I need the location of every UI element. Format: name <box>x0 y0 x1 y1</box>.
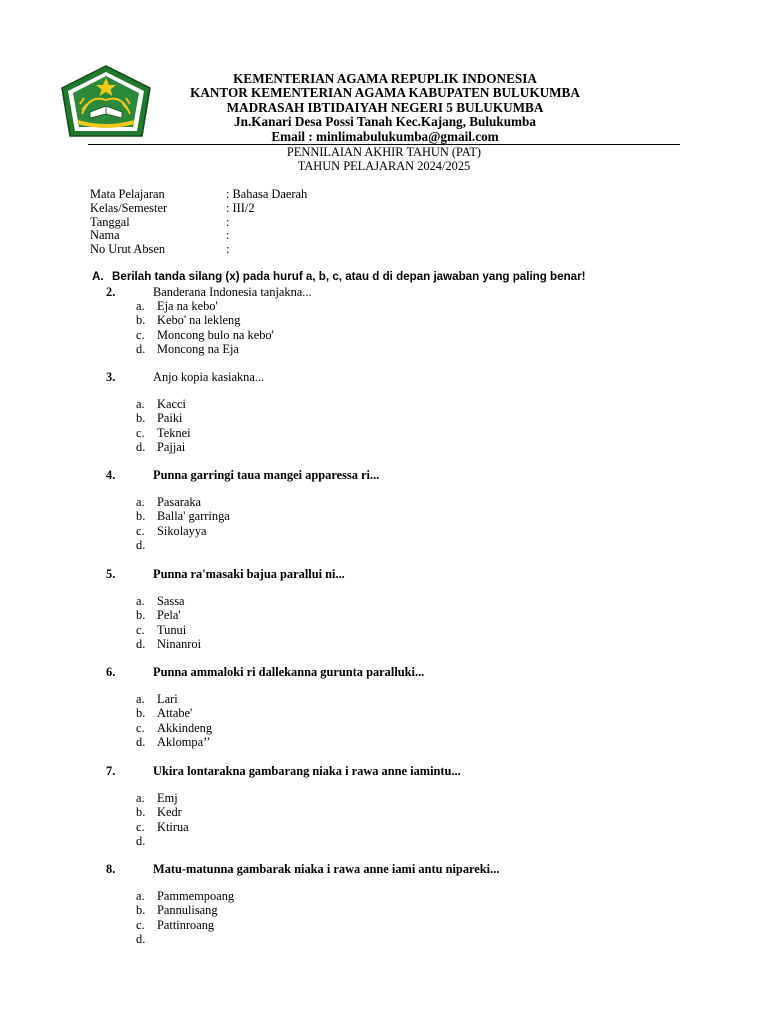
letterhead <box>155 72 615 144</box>
option-text: Pela' <box>157 608 181 623</box>
question-number: 5. <box>106 567 116 581</box>
option-text: Tunui <box>157 622 187 637</box>
question-number: 2. <box>106 285 116 299</box>
option-letter: a. <box>136 692 145 706</box>
info-value: : <box>226 242 230 257</box>
option-text: Kebo' na lekleng <box>157 313 241 328</box>
info-label: No Urut Absen <box>90 242 166 257</box>
question-number: 4. <box>106 468 116 482</box>
option-text: Pammempoang <box>157 889 235 903</box>
option-letter: b. <box>136 903 146 918</box>
option-text: Ktirua <box>157 819 189 834</box>
option-text: Teknei <box>157 425 191 440</box>
option-letter: b. <box>136 411 146 426</box>
section-label: A. <box>92 270 104 283</box>
option-text: Balla' garringa <box>157 509 230 524</box>
option-letter: d. <box>136 637 146 652</box>
answer-option[interactable] <box>0 932 768 946</box>
info-label: Mata Pelajaran <box>90 187 165 201</box>
answer-option[interactable] <box>0 820 768 834</box>
answer-option[interactable] <box>0 918 768 932</box>
option-letter: a. <box>136 397 145 411</box>
answer-option[interactable] <box>0 440 768 454</box>
answer-option[interactable] <box>0 299 768 313</box>
info-label: Tanggal <box>90 214 130 229</box>
answer-option[interactable] <box>0 495 768 509</box>
option-letter: a. <box>136 299 145 313</box>
option-text: Pajjai <box>157 440 186 455</box>
answer-option[interactable] <box>0 834 768 848</box>
option-text: Pannulisang <box>157 903 218 918</box>
option-letter: c. <box>136 622 145 637</box>
answer-option[interactable] <box>0 426 768 440</box>
exam-heading <box>88 145 680 173</box>
option-text: Sikolayya <box>157 523 207 538</box>
option-text: Pattinroang <box>157 917 215 932</box>
option-text: Kacci <box>157 397 186 411</box>
answer-option[interactable] <box>0 623 768 637</box>
kemenag-logo-icon <box>60 64 152 138</box>
answer-option[interactable] <box>0 411 768 425</box>
info-value: : <box>226 214 230 229</box>
option-text: Ninanroi <box>157 637 202 652</box>
answer-option[interactable] <box>0 397 768 411</box>
option-letter: a. <box>136 495 145 509</box>
school-name: MADRASAH IBTIDAIYAH NEGERI 5 BULUKUMBA <box>226 99 544 115</box>
question-text: Punna garringi taua mangei apparessa ri... <box>153 468 380 482</box>
answer-option[interactable] <box>0 735 768 749</box>
answer-option[interactable] <box>0 637 768 651</box>
option-text: Eja na kebo' <box>157 299 218 313</box>
answer-option[interactable] <box>0 594 768 608</box>
answer-option[interactable] <box>0 721 768 735</box>
option-letter: c. <box>136 819 145 834</box>
question-text: Anjo kopia kasiakna... <box>153 370 265 384</box>
option-text: Moncong bulo na kebo' <box>157 327 274 342</box>
info-value: : Bahasa Daerah <box>226 187 308 201</box>
option-text: Akkindeng <box>157 720 213 735</box>
question-text: Banderana Indonesia tanjakna... <box>153 285 312 299</box>
info-value: : <box>226 228 230 243</box>
option-letter: b. <box>136 805 146 820</box>
option-letter: a. <box>136 889 145 903</box>
option-letter: a. <box>136 791 145 805</box>
info-label: Kelas/Semester <box>90 200 168 215</box>
question-number: 7. <box>106 764 116 778</box>
office-name: KANTOR KEMENTERIAN AGAMA KABUPATEN BULUKUMBA <box>190 85 580 101</box>
option-letter: c. <box>136 917 145 932</box>
option-text: Emj <box>157 791 178 805</box>
option-letter: a. <box>136 594 145 608</box>
answer-option[interactable] <box>0 608 768 622</box>
option-text: Aklompa’’ <box>157 735 211 750</box>
option-letter: d. <box>136 932 146 947</box>
answer-option[interactable] <box>0 328 768 342</box>
question-text: Punna ra'masaki bajua parallui ni... <box>153 567 345 581</box>
exam-year: TAHUN PELAJARAN 2024/2025 <box>297 159 471 173</box>
option-letter: c. <box>136 425 145 440</box>
option-letter: d. <box>136 735 146 750</box>
question-number: 3. <box>106 370 116 384</box>
question-text: Punna ammaloki ri dallekanna gurunta paralluki... <box>153 665 425 679</box>
answer-option[interactable] <box>0 509 768 523</box>
answer-option[interactable] <box>0 903 768 917</box>
option-letter: d. <box>136 538 146 553</box>
option-letter: b. <box>136 608 146 623</box>
option-letter: b. <box>136 706 146 721</box>
option-text: Pasaraka <box>157 495 202 509</box>
answer-option[interactable] <box>0 791 768 805</box>
question-text: Matu-matunna gambarak niaka i rawa anne iami antu nipareki... <box>153 862 500 876</box>
option-letter: b. <box>136 509 146 524</box>
question-number: 6. <box>106 665 116 679</box>
option-text: Kedr <box>157 805 182 820</box>
option-text: Paiki <box>157 411 183 426</box>
question-text: Ukira lontarakna gambarang niaka i rawa anne iamintu... <box>153 764 461 778</box>
answer-option[interactable] <box>0 524 768 538</box>
school-email: Email : minlimabulukumba@gmail.com <box>271 128 499 144</box>
option-text: Moncong na Eja <box>157 342 239 357</box>
option-letter: c. <box>136 523 145 538</box>
option-text: Sassa <box>157 594 185 608</box>
answer-option[interactable] <box>0 706 768 720</box>
answer-option[interactable] <box>0 805 768 819</box>
instruction-text: Berilah tanda silang (x) pada huruf a, b, c, atau d di depan jawaban yang paling benar! <box>112 270 586 283</box>
option-letter: c. <box>136 327 145 342</box>
exam-title: PENNILAIAN AKHIR TAHUN (PAT) <box>286 145 482 159</box>
instruction <box>92 270 586 283</box>
option-text: Lari <box>157 692 178 706</box>
question-number: 8. <box>106 862 116 876</box>
answer-option[interactable] <box>0 538 768 552</box>
school-address: Jn.Kanari Desa Possi Tanah Kec.Kajang, Bulukumba <box>234 114 536 130</box>
info-value: : III/2 <box>226 200 255 215</box>
answer-option[interactable] <box>0 889 768 903</box>
option-text: Attabe' <box>157 706 193 721</box>
info-label: Nama <box>90 228 120 243</box>
answer-option[interactable] <box>0 342 768 356</box>
answer-option[interactable] <box>0 313 768 327</box>
option-letter: c. <box>136 720 145 735</box>
option-letter: d. <box>136 834 146 849</box>
option-letter: d. <box>136 342 146 357</box>
option-letter: b. <box>136 313 146 328</box>
ministry-name: KEMENTERIAN AGAMA REPUPLIK INDONESIA <box>233 71 537 86</box>
answer-option[interactable] <box>0 692 768 706</box>
option-letter: d. <box>136 440 146 455</box>
